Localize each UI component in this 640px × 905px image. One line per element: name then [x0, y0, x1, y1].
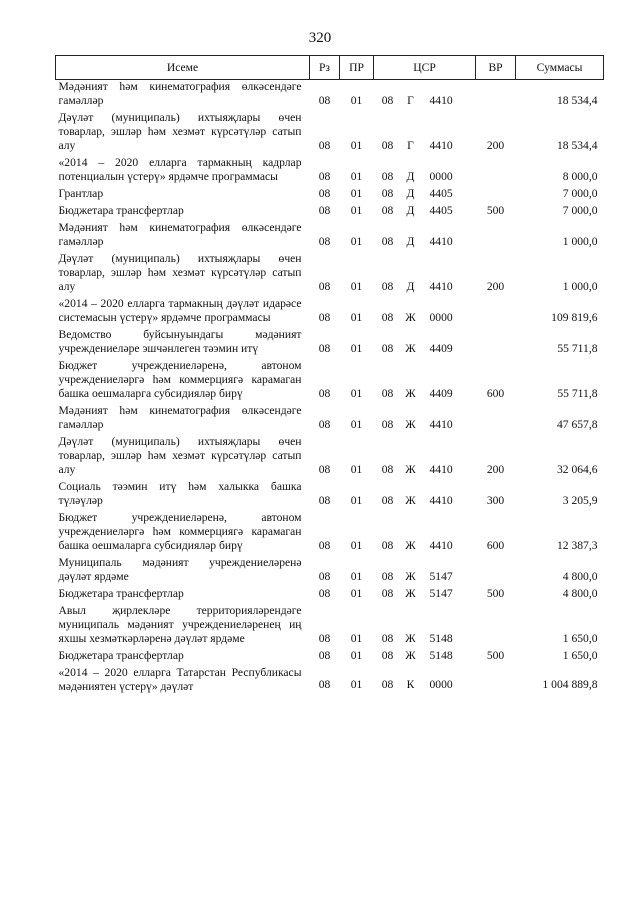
table-row [56, 252, 604, 297]
table-row [56, 480, 604, 511]
row-pr: 01 [350, 204, 363, 217]
row-rz: 08 [318, 342, 331, 355]
row-rz: 08 [318, 311, 331, 324]
table-row [56, 328, 604, 359]
row-sum: 55 711,8 [557, 387, 598, 400]
table-row [56, 187, 604, 204]
table-row [56, 204, 604, 221]
row-csr-subprogram: Д [406, 280, 415, 293]
row-name [56, 204, 310, 221]
row-vr [476, 328, 516, 359]
row-pr: 01 [350, 494, 363, 507]
row-sum: 1 000,0 [562, 235, 598, 248]
row-csr-program: 08 [381, 311, 394, 324]
row-vr [476, 404, 516, 435]
row-csr-code: 4410 [429, 494, 453, 507]
row-pr: 01 [350, 570, 363, 583]
table-row [56, 587, 604, 604]
row-csr-program: 08 [381, 342, 394, 355]
row-csr-code: 4409 [429, 342, 453, 355]
header-vr: ВР [476, 56, 516, 80]
row-csr-subprogram: Д [406, 187, 415, 200]
row-csr-code: 5147 [429, 570, 453, 583]
row-sum: 18 534,4 [556, 94, 598, 107]
row-name-text: Бюджетара трансфертлар [58, 649, 184, 662]
row-csr-program: 08 [381, 494, 394, 507]
row-pr: 01 [350, 280, 363, 293]
row-rz: 08 [318, 94, 331, 107]
row-csr-program: 08 [381, 539, 394, 552]
row-name [56, 221, 310, 252]
row-pr: 01 [350, 139, 363, 152]
row-vr [476, 666, 516, 697]
row-sum: 1 000,0 [562, 280, 598, 293]
row-csr-code: 4410 [429, 280, 453, 293]
row-csr-subprogram: Ж [405, 570, 416, 583]
page-number: 320 [308, 30, 332, 46]
row-vr [476, 297, 516, 328]
row-pr: 01 [350, 170, 363, 183]
row-name [56, 511, 310, 556]
table-row [56, 221, 604, 252]
budget-table [55, 55, 604, 697]
row-csr-subprogram: Г [407, 94, 414, 107]
row-pr: 01 [350, 632, 363, 645]
row-csr-program: 08 [381, 463, 394, 476]
row-name-text: Социаль тәэмин итү һәм халыкка башка түләүләр [58, 480, 302, 507]
row-sum: 7 000,0 [562, 204, 598, 217]
row-sum: 12 387,3 [556, 539, 598, 552]
row-csr-subprogram: Ж [405, 387, 416, 400]
row-csr-program: 08 [381, 235, 394, 248]
row-pr: 01 [350, 678, 363, 691]
row-name-text: «2014 – 2020 елларга тармакның кадрлар потенциалын үстерү» ярдәмче программасы [58, 156, 302, 183]
row-name [56, 359, 310, 404]
row-csr-code: 4405 [429, 187, 453, 200]
row-csr-code: 4409 [429, 387, 453, 400]
row-sum: 1 004 889,8 [542, 678, 598, 691]
row-csr-subprogram: Ж [405, 539, 416, 552]
row-csr-code: 4410 [429, 418, 453, 431]
row-rz: 08 [318, 587, 331, 600]
row-vr: 200 [486, 463, 505, 476]
row-vr: 600 [486, 387, 505, 400]
row-name [56, 187, 310, 204]
row-csr-program: 08 [381, 139, 394, 152]
row-sum: 7 000,0 [562, 187, 598, 200]
row-sum: 1 650,0 [562, 632, 598, 645]
row-csr-code: 4410 [429, 94, 453, 107]
row-csr-subprogram: Ж [405, 311, 416, 324]
row-rz: 08 [318, 463, 331, 476]
row-name-text: Грантлар [58, 187, 104, 200]
row-vr: 500 [486, 649, 505, 662]
table-row [56, 556, 604, 587]
table-row [56, 511, 604, 556]
row-csr-code: 4410 [429, 463, 453, 476]
row-rz: 08 [318, 139, 331, 152]
row-csr-program: 08 [381, 678, 394, 691]
row-csr-subprogram: Д [406, 170, 415, 183]
row-csr-subprogram: Ж [405, 632, 416, 645]
row-csr-subprogram: Ж [405, 463, 416, 476]
row-csr-program: 08 [381, 570, 394, 583]
row-csr-program: 08 [381, 587, 394, 600]
row-vr: 500 [486, 204, 505, 217]
row-name [56, 328, 310, 359]
row-name-text: «2014 – 2020 елларга тармакның дәүләт идарәсе системасын үстерү» ярдәмче программасы [58, 297, 302, 324]
row-pr: 01 [350, 649, 363, 662]
row-name-text: Дәүләт (муниципаль) ихтыяҗлары өчен товарлар, эшләр һәм хезмәт күрсәтүләр сатып алу [58, 111, 302, 152]
row-name-text: Бюджетара трансфертлар [58, 587, 184, 600]
row-name [56, 111, 310, 156]
row-name [56, 649, 310, 666]
row-csr-program: 08 [381, 280, 394, 293]
row-pr: 01 [350, 342, 363, 355]
row-name-text: Ведомство буйсынуындагы мәдәният учреждениеләре эшчәнлеген тәэмин итү [58, 328, 302, 355]
row-name-text: Бюджет учреждениеләренә, автоном учреждениеләргә һәм коммерциягә карамаган башка оешмаларга субсидияләр бирү [58, 359, 302, 400]
table-row [56, 297, 604, 328]
row-csr-program: 08 [381, 170, 394, 183]
row-vr: 200 [486, 139, 505, 152]
row-name [56, 252, 310, 297]
row-sum: 18 534,4 [556, 139, 598, 152]
row-sum: 4 800,0 [562, 587, 598, 600]
header-sum: Суммасы [516, 56, 604, 80]
row-vr [476, 604, 516, 649]
row-csr-code: 0000 [429, 170, 453, 183]
row-rz: 08 [318, 187, 331, 200]
row-csr-code: 4410 [429, 539, 453, 552]
row-name [56, 297, 310, 328]
row-rz: 08 [318, 678, 331, 691]
row-name [56, 435, 310, 480]
row-csr-subprogram: Ж [405, 342, 416, 355]
row-rz: 08 [318, 494, 331, 507]
row-pr: 01 [350, 387, 363, 400]
row-name-text: Дәүләт (муниципаль) ихтыяҗлары өчен товарлар, эшләр һәм хезмәт күрсәтүләр сатып алу [58, 252, 302, 293]
row-rz: 08 [318, 649, 331, 662]
row-csr-code: 5148 [429, 649, 453, 662]
row-name [56, 80, 310, 112]
row-csr-code: 0000 [429, 678, 453, 691]
row-csr-code: 4405 [429, 204, 453, 217]
row-name [56, 480, 310, 511]
row-rz: 08 [318, 632, 331, 645]
row-csr-code: 4410 [429, 139, 453, 152]
row-sum: 8 000,0 [562, 170, 598, 183]
row-name-text: Мәдәният һәм кинематография өлкәсендәге гамәлләр [58, 404, 302, 431]
row-name-text: Мәдәният һәм кинематография өлкәсендәге гамәлләр [58, 80, 302, 107]
header-name: Исеме [56, 56, 310, 80]
row-csr-subprogram: Г [407, 139, 414, 152]
header-rz: Рз [310, 56, 340, 80]
row-sum: 47 657,8 [556, 418, 598, 431]
row-name [56, 556, 310, 587]
row-rz: 08 [318, 280, 331, 293]
row-sum: 32 064,6 [556, 463, 598, 476]
table-header-row [56, 56, 604, 80]
row-rz: 08 [318, 170, 331, 183]
row-csr-subprogram: Ж [405, 649, 416, 662]
row-sum: 4 800,0 [562, 570, 598, 583]
row-name [56, 604, 310, 649]
row-name-text: Мәдәният һәм кинематография өлкәсендәге гамәлләр [58, 221, 302, 248]
row-csr-code: 5147 [429, 587, 453, 600]
row-name [56, 587, 310, 604]
row-csr-subprogram: К [406, 678, 415, 691]
table-row [56, 666, 604, 697]
row-csr-program: 08 [381, 187, 394, 200]
row-name [56, 156, 310, 187]
row-name-text: Бюджет учреждениеләренә, автоном учреждениеләргә һәм коммерциягә карамаган башка оешмаларга субсидияләр бирү [58, 511, 302, 552]
row-csr-subprogram: Ж [405, 587, 416, 600]
table-row [56, 111, 604, 156]
row-csr-subprogram: Ж [405, 418, 416, 431]
row-sum: 1 650,0 [562, 649, 598, 662]
row-csr-subprogram: Д [406, 204, 415, 217]
row-rz: 08 [318, 387, 331, 400]
row-pr: 01 [350, 539, 363, 552]
table-row [56, 435, 604, 480]
row-csr-subprogram: Ж [405, 494, 416, 507]
row-rz: 08 [318, 539, 331, 552]
row-vr: 500 [486, 587, 505, 600]
row-vr [476, 187, 516, 204]
row-csr-program: 08 [381, 204, 394, 217]
row-vr: 600 [486, 539, 505, 552]
row-csr-program: 08 [381, 418, 394, 431]
row-csr-code: 5148 [429, 632, 453, 645]
row-pr: 01 [350, 94, 363, 107]
row-name-text: Бюджетара трансфертлар [58, 204, 184, 217]
row-csr-program: 08 [381, 387, 394, 400]
table-row [56, 649, 604, 666]
table-row [56, 80, 604, 112]
row-csr-program: 08 [381, 94, 394, 107]
row-vr [476, 221, 516, 252]
row-csr-program: 08 [381, 632, 394, 645]
row-pr: 01 [350, 311, 363, 324]
row-csr-code: 4410 [429, 235, 453, 248]
table-row [56, 156, 604, 187]
row-name-text: Муниципаль мәдәният учреждениеләренә дәүләт ярдәме [58, 556, 302, 583]
row-sum: 109 819,6 [551, 311, 598, 324]
row-name [56, 404, 310, 435]
header-pr: ПР [340, 56, 374, 80]
row-csr-subprogram: Д [406, 235, 415, 248]
row-pr: 01 [350, 587, 363, 600]
table-body [56, 80, 604, 698]
table-row [56, 604, 604, 649]
row-name [56, 666, 310, 697]
row-pr: 01 [350, 235, 363, 248]
row-pr: 01 [350, 187, 363, 200]
row-pr: 01 [350, 418, 363, 431]
table-row [56, 404, 604, 435]
row-rz: 08 [318, 235, 331, 248]
row-vr: 300 [486, 494, 505, 507]
header-csr: ЦСР [374, 56, 476, 80]
row-name-text: «2014 – 2020 елларга Татарстан Республикасы мәдәниятен үстерү» дәүләт [58, 666, 302, 693]
row-vr [476, 556, 516, 587]
row-pr: 01 [350, 463, 363, 476]
table-row [56, 359, 604, 404]
row-rz: 08 [318, 204, 331, 217]
row-sum: 55 711,8 [557, 342, 598, 355]
row-sum: 3 205,9 [562, 494, 598, 507]
row-vr [476, 80, 516, 112]
row-vr: 200 [486, 280, 505, 293]
row-name-text: Дәүләт (муниципаль) ихтыяҗлары өчен товарлар, эшләр һәм хезмәт күрсәтүләр сатып алу [58, 435, 302, 476]
row-rz: 08 [318, 418, 331, 431]
row-csr-code: 0000 [429, 311, 453, 324]
row-vr [476, 156, 516, 187]
row-csr-program: 08 [381, 649, 394, 662]
row-rz: 08 [318, 570, 331, 583]
row-name-text: Авыл җирлекләре территорияләрендәге муниципаль мәдәният учреждениеләренең иң яхшы хезмәткәрләренә дәүләт ярдәме [58, 604, 302, 645]
